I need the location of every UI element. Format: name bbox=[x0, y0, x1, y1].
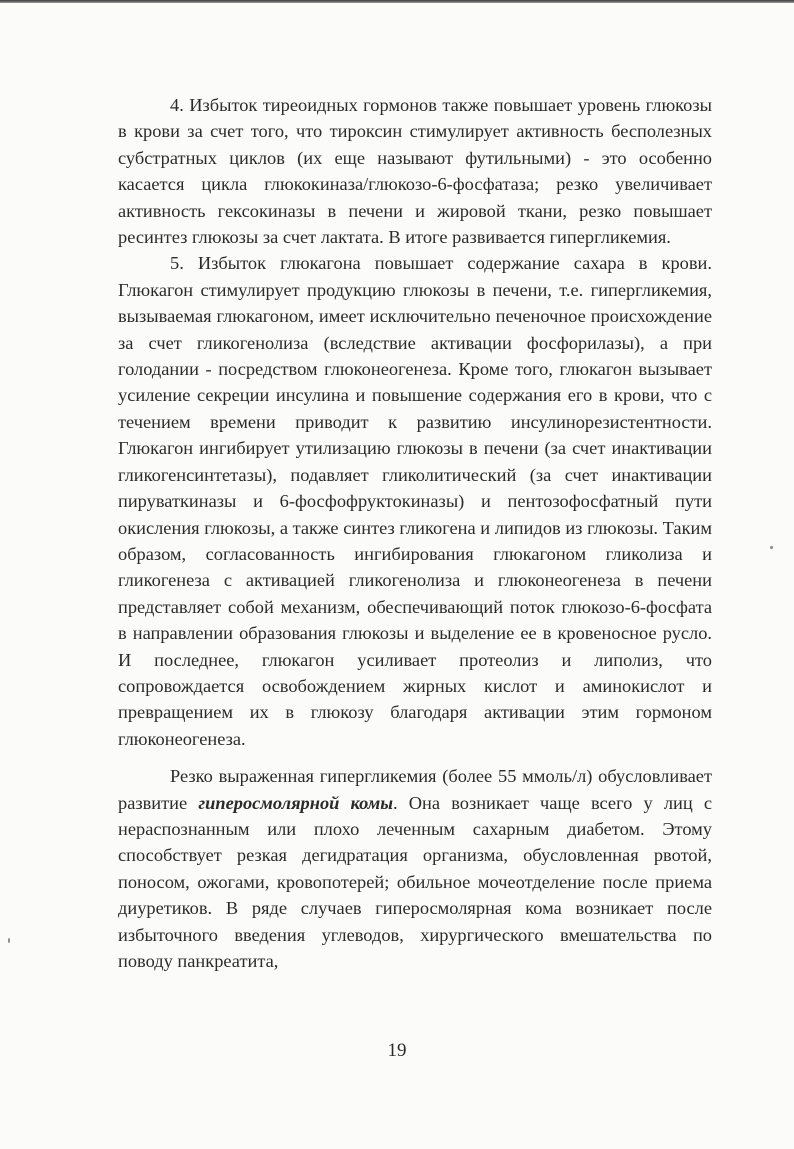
paragraph-hyperosmolar-coma bbox=[118, 763, 712, 974]
paragraph-glucagon: 5. Избыток глюкагона повышает содержание сахара в крови. Глюкагон стимулирует продукцию глюкозы в печени, т.е. гипергликемия, вызываемая глюкагоном, имеет исключительно печеночное происхождение за счет гликогенолиза (вследствие активации фосфорилазы), а при голодании - посредством глюконеогенеза. Кроме того, глюкагон вызывает усиление секреции инсулина и повышение содержания его в крови, что с течением времени приводит к развитию инсулинорезистентности. Глюкагон ингибирует утилизацию глюкозы в печени (за счет инактивации гликогенсинтетазы), подавляет гликолитический (за счет инактивации пируваткиназы и 6-фосфофруктокиназы) и пентозофосфатный пути окисления глюкозы, а также синтез гликогена и липидов из глюкозы. Таким образом, согласованность ингибирования глюкагоном гликолиза и гликогенеза с активацией гликогенолиза и глюконеогенеза в печени представляет собой механизм, обеспечивающий поток глюкозо-6-фосфата в направлении образования глюкозы и выделение ее в кровеносное русло. И последнее, глюкагон усиливает протеолиз и липолиз, что сопровождается освобождением жирных кислот и аминокислот и превращением их в глюкозу благодаря активации этим гормоном глюконеогенеза. bbox=[118, 253, 712, 749]
scan-speck bbox=[8, 938, 10, 943]
page-number: 19 bbox=[387, 1040, 407, 1061]
scan-speck bbox=[770, 546, 773, 549]
scan-top-edge bbox=[0, 0, 794, 3]
page-text-block bbox=[118, 92, 712, 974]
hyperosmolar-coma-term: гиперосмолярной комы bbox=[198, 792, 394, 813]
paragraph-thyroid-hormones: 4. Избыток тиреоидных гормонов также повышает уровень глюкозы в крови за счет того, что тироксин стимулирует активность бесполезных субстратных циклов (их еще называют футильными) - это особенно касается цикла глюкокиназа/глюкозо-6-фосфатаза; резко увеличивает активность гексокиназы в печени и жировой ткани, резко повышает ресинтез глюкозы за счет лактата. В итоге развивается гипергликемия. bbox=[118, 95, 712, 248]
paragraph-hyperosmolar-text-before: Резко выраженная гипергликемия (более 55 ммоль/л) обусловливает развитие bbox=[118, 766, 712, 813]
paragraph-hyperosmolar-text-after: . Она возникает чаще всего у лиц с нераспознанным или плохо леченным сахарным диабетом. Этому способствует резкая дегидратация организма, обусловленная рвотой, поносом, ожогами, кровопотерей; обильное мочеотделение после приема диуретиков. В ряде случаев гиперосмолярная кома возникает после избыточного введения углеводов, хирургического вмешательства по поводу панкреатита, bbox=[118, 792, 713, 971]
